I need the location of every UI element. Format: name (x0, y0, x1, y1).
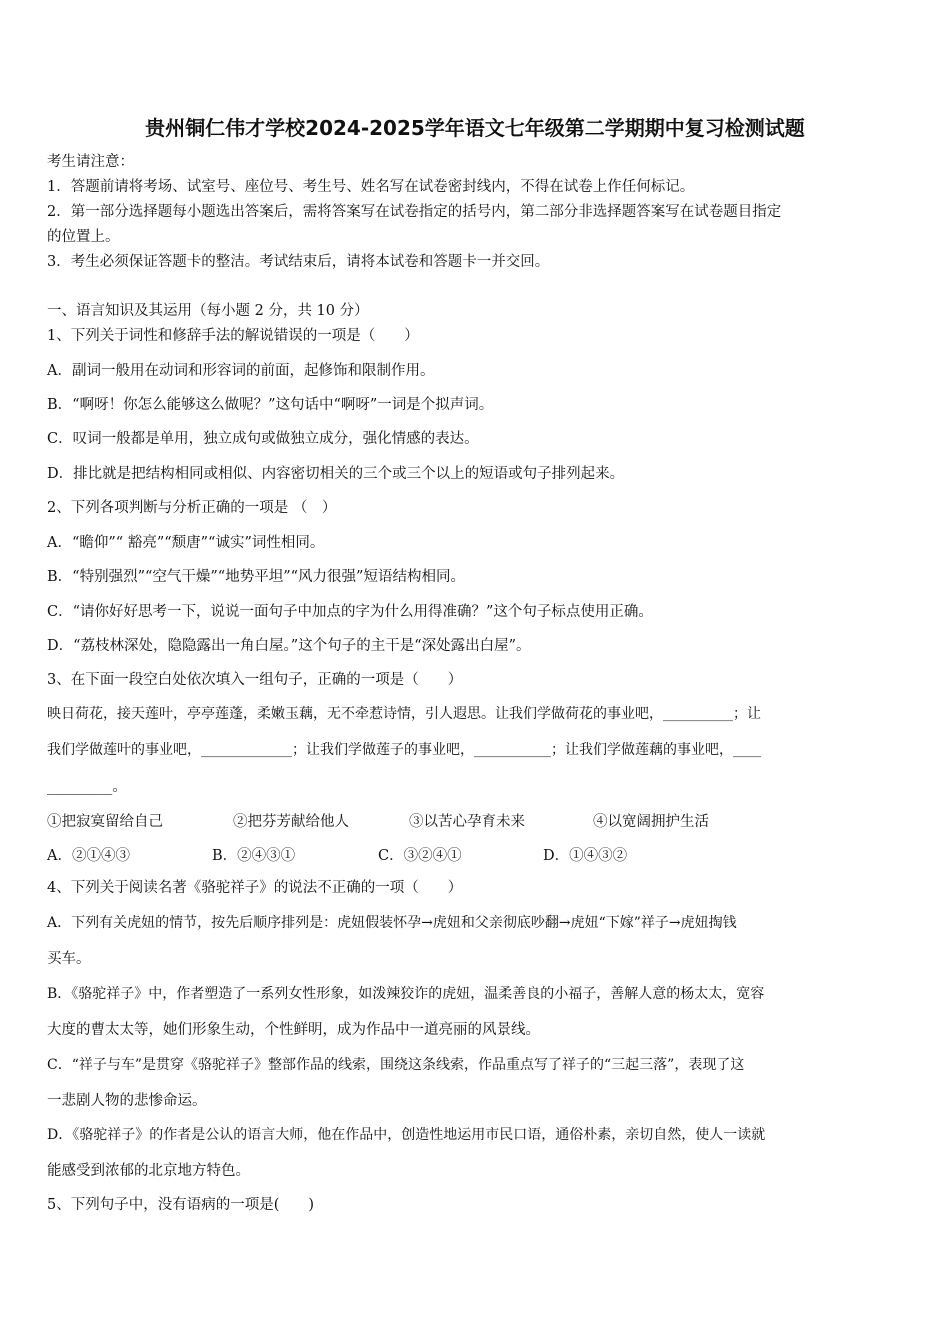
q3-answer-a: A．②①④③ (47, 848, 130, 864)
question-5-stem: 5、下列句子中，没有语病的一项是( ) (47, 1197, 315, 1213)
exam-title: 贵州铜仁伟才学校2024-2025学年语文七年级第二学期期中复习检测试题 (145, 116, 805, 140)
q3-answer-c: C．③②④① (378, 848, 462, 864)
q4-option-d: D．《骆驼祥子》的作者是公认的语言大师，他在作品中，创造性地运用市民口语，通俗朴素，亲切自然，使人一读就 (47, 1127, 766, 1143)
question-1-stem: 1、下列关于词性和修辞手法的解说错误的一项是（ ） (47, 328, 419, 344)
q3-passage-line: 映日荷花，接天莲叶，亭亭莲蓬，柔嫩玉藕，无不牵惹诗情，引人遐思。让我们学做荷花的事业吧，__________；让 (47, 706, 761, 722)
q3-choice: ③以苦心孕育未来 (409, 814, 525, 830)
q3-passage-line: 我们学做莲叶的事业吧，_____________；让我们学做莲子的事业吧，___________；让我们学做莲藕的事业吧，____ (47, 742, 761, 758)
question-3-stem: 3、在下面一段空白处依次填入一组句子，正确的一项是（ ） (47, 672, 463, 688)
notice-item: 的位置上。 (47, 229, 120, 245)
q3-choice: ②把芬芳献给他人 (233, 814, 349, 830)
q2-option-c: C．“请你好好思考一下，说说一面句子中加点的字为什么用得准确？”这个句子标点使用正确。 (47, 604, 653, 620)
q2-option-a: A．“瞻仰”“ 豁亮”“颓唐”“诚实”词性相同。 (47, 535, 325, 551)
q3-choice: ①把寂寞留给自己 (47, 814, 163, 830)
notice-item: 1．答题前请将考场、试室号、座位号、考生号、姓名写在试卷密封线内，不得在试卷上作任何标记。 (47, 179, 695, 195)
q4-option-b: B．《骆驼祥子》中，作者塑造了一系列女性形象，如泼辣狡诈的虎妞，温柔善良的小福子，善解人意的杨太太，宽容 (47, 986, 765, 1002)
q3-choice: ④以宽阔拥护生活 (593, 814, 709, 830)
q1-option-c: C．叹词一般都是单用，独立成句或做独立成分，强化情感的表达。 (47, 431, 479, 447)
q3-passage-line: _________。 (47, 779, 127, 795)
q4-option-d-cont: 能感受到浓郁的北京地方特色。 (47, 1163, 250, 1179)
q2-option-b: B．“特别强烈”“空气干燥”“地势平坦”“风力很强”短语结构相同。 (47, 569, 465, 585)
question-4-stem: 4、下列关于阅读名著《骆驼祥子》的说法不正确的一项（ ） (47, 880, 463, 896)
q4-option-a-cont: 买车。 (47, 951, 91, 967)
q1-option-d: D．排比就是把结构相同或相似、内容密切相关的三个或三个以上的短语或句子排列起来。 (47, 466, 625, 482)
q1-option-a: A．副词一般用在动词和形容词的前面，起修饰和限制作用。 (47, 363, 435, 379)
question-2-stem: 2、下列各项判断与分析正确的一项是 （ ） (47, 500, 337, 516)
notice-heading: 考生请注意： (47, 154, 134, 170)
q2-option-d: D．“荔枝林深处，隐隐露出一角白屋。”这个句子的主干是“深处露出白屋”。 (47, 638, 531, 654)
notice-item: 3．考生必须保证答题卡的整洁。考试结束后，请将本试卷和答题卡一并交回。 (47, 254, 550, 270)
q3-answer-b: B．②④③① (212, 848, 296, 864)
q4-option-b-cont: 大度的曹太太等，她们形象生动，个性鲜明，成为作品中一道亮丽的风景线。 (47, 1022, 540, 1038)
q3-answer-d: D．①④③② (543, 848, 628, 864)
q1-option-b: B．“啊呀！你怎么能够这么做呢？”这句话中“啊呀”一词是个拟声词。 (47, 397, 494, 413)
q4-option-c: C．“祥子与车”是贯穿《骆驼祥子》整部作品的线索，围绕这条线索，作品重点写了祥子的“三起三落”，表现了这 (47, 1057, 745, 1073)
notice-item: 2．第一部分选择题每小题选出答案后，需将答案写在试卷指定的括号内，第二部分非选择题答案写在试卷题目指定 (47, 204, 782, 220)
q4-option-c-cont: 一悲剧人物的悲惨命运。 (47, 1093, 207, 1109)
q4-option-a: A．下列有关虎妞的情节，按先后顺序排列是：虎妞假装怀孕→虎妞和父亲彻底吵翻→虎妞“下嫁”祥子→虎妞掏钱 (47, 915, 737, 931)
section-heading: 一、语言知识及其运用（每小题 2 分，共 10 分） (47, 303, 369, 319)
